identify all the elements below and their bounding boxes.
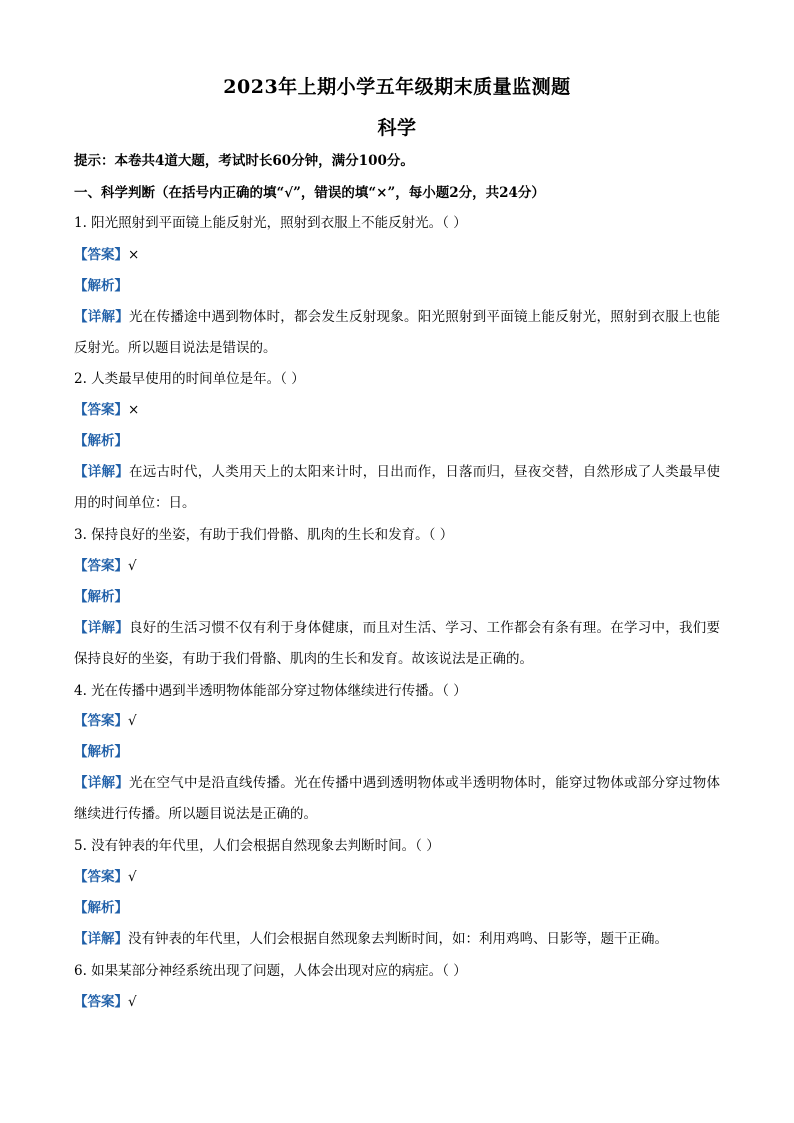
detail-text: 光在空气中是沿直线传播。光在传播中遇到透明物体或半透明物体时，能穿过物体或部分穿过物体继续进行传播。所以题目说法是正确的。 [74, 775, 720, 822]
answer-line [74, 556, 720, 576]
detail-label: 【详解】 [74, 309, 129, 325]
detail-label: 【详解】 [74, 931, 128, 947]
answer-line [74, 400, 720, 420]
analysis-line [74, 742, 720, 762]
analysis-line [74, 587, 720, 607]
answer-line [74, 992, 720, 1012]
answer-label: 【答案】 [74, 247, 128, 263]
analysis-line [74, 431, 720, 451]
analysis-label: 【解析】 [74, 278, 128, 294]
question-stem: 3. 保持良好的坐姿，有助于我们骨骼、肌肉的生长和发育。（ ） [74, 527, 454, 543]
analysis-label: 【解析】 [74, 589, 128, 605]
question-stem: 6. 如果某部分神经系统出现了问题，人体会出现对应的病症。（ ） [74, 963, 467, 979]
detail-label: 【详解】 [74, 620, 129, 636]
answer-line [74, 867, 720, 887]
detail-text: 在远古时代，人类用天上的太阳来计时，日出而作，日落而归，昼夜交替，自然形成了人类最早使用的时间单位：日。 [74, 464, 720, 511]
answer-line [74, 711, 720, 731]
document-title: 2023年上期小学五年级期末质量监测题 [223, 76, 571, 98]
answer-value: √ [128, 713, 137, 729]
question-stem: 2. 人类最早使用的时间单位是年。（ ） [74, 371, 305, 387]
detail-paragraph [74, 924, 720, 955]
section-heading: 一、科学判断（在括号内正确的填“√”，错误的填“×”，每小题2分，共24分） [74, 185, 545, 201]
detail-paragraph [74, 457, 720, 519]
analysis-line [74, 898, 720, 918]
analysis-line [74, 276, 720, 296]
answer-label: 【答案】 [74, 558, 128, 574]
subject-title: 科学 [377, 117, 417, 139]
detail-paragraph [74, 302, 720, 364]
detail-label: 【详解】 [74, 775, 129, 791]
answer-value: √ [128, 994, 137, 1010]
analysis-label: 【解析】 [74, 900, 128, 916]
detail-paragraph [74, 768, 720, 830]
answer-value: √ [128, 869, 137, 885]
answer-label: 【答案】 [74, 869, 128, 885]
analysis-label: 【解析】 [74, 744, 128, 760]
detail-label: 【详解】 [74, 464, 129, 480]
detail-paragraph [74, 613, 720, 675]
answer-value: × [128, 402, 140, 418]
question-stem: 4. 光在传播中遇到半透明物体能部分穿过物体继续进行传播。（ ） [74, 683, 467, 699]
answer-value: × [128, 247, 140, 263]
answer-label: 【答案】 [74, 713, 128, 729]
answer-label: 【答案】 [74, 402, 128, 418]
question-stem: 1. 阳光照射到平面镜上能反射光，照射到衣服上不能反射光。（ ） [74, 215, 467, 231]
analysis-label: 【解析】 [74, 433, 128, 449]
detail-text: 光在传播途中遇到物体时，都会发生反射现象。阳光照射到平面镜上能反射光，照射到衣服上也能反射光。所以题目说法是错误的。 [74, 309, 720, 356]
answer-value: √ [128, 558, 137, 574]
answer-label: 【答案】 [74, 994, 128, 1010]
detail-text: 良好的生活习惯不仅有利于身体健康，而且对生活、学习、工作都会有条有理。在学习中，我们要保持良好的坐姿，有助于我们骨骼、肌肉的生长和发育。故该说法是正确的。 [74, 620, 720, 667]
question-stem: 5. 没有钟表的年代里，人们会根据自然现象去判断时间。（ ） [74, 838, 440, 854]
answer-line [74, 245, 720, 265]
detail-text: 没有钟表的年代里，人们会根据自然现象去判断时间，如：利用鸡鸣、日影等，题干正确。 [128, 931, 668, 947]
exam-notice: 提示：本卷共4道大题，考试时长60分钟，满分100分。 [74, 153, 414, 169]
